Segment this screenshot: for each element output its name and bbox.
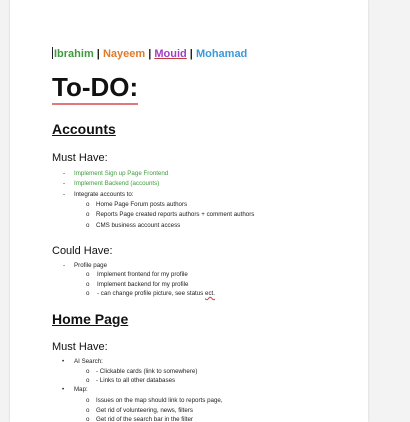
list-item: Integrate accounts to: — [74, 191, 134, 198]
list-marker: o — [86, 407, 90, 414]
list-marker: o — [86, 377, 90, 384]
section-heading-home-page: Home Page — [52, 311, 129, 327]
list-item-text: - can change profile picture, see status — [97, 290, 204, 297]
list-item: Get rid of volunteering, news, filters — [96, 407, 193, 414]
list-marker: • — [62, 358, 65, 365]
list-item: Implement backend for my profile — [97, 281, 189, 288]
list-item: CMS business account access — [96, 222, 181, 229]
list-item: Home Page Forum posts authors — [96, 201, 188, 208]
author-separator: | — [96, 48, 100, 60]
list-item: Issues on the map should link to reports page, — [96, 397, 223, 404]
must-have-heading: Must Have: — [52, 341, 108, 353]
list-item: Map: — [74, 386, 88, 393]
list-marker: o — [86, 416, 90, 422]
author-name: Mouid — [154, 48, 187, 60]
author-line — [52, 47, 247, 60]
list-marker: o — [86, 271, 90, 278]
author-separator: | — [189, 48, 193, 60]
list-marker: o — [86, 281, 90, 288]
list-marker: - — [63, 170, 66, 177]
list-marker: o — [86, 201, 90, 208]
list-item: - Clickable cards (link to somewhere) — [96, 368, 198, 375]
list-marker: o — [86, 397, 90, 404]
author-name: Ibrahim — [54, 48, 94, 60]
list-item: Implement Backend (accounts) — [74, 180, 160, 187]
author-separator: | — [148, 48, 152, 60]
list-marker: - — [63, 180, 66, 187]
must-have-heading: Must Have: — [52, 152, 108, 164]
list-marker: o — [86, 211, 90, 218]
list-item: Implement Sign up Page Frontend — [74, 170, 169, 177]
list-item: - Links to all other databases — [96, 377, 176, 384]
list-marker: - — [63, 262, 66, 269]
spellcheck-word: ect. — [205, 290, 215, 297]
list-item: AI Search: — [74, 358, 103, 365]
list-item — [97, 290, 215, 297]
document-page — [10, 0, 368, 422]
list-item: Profile page — [74, 262, 108, 269]
list-marker: o — [86, 222, 90, 229]
list-item: Implement frontend for my profile — [97, 271, 188, 278]
section-heading-accounts: Accounts — [52, 121, 116, 137]
list-marker: o — [86, 368, 90, 375]
document-title: To-DO: — [52, 73, 138, 105]
list-item: Get rid of the search bar in the filter — [96, 416, 193, 422]
text-cursor — [52, 47, 53, 59]
list-marker: • — [62, 386, 65, 393]
list-marker: - — [63, 191, 66, 198]
list-item: Reports Page created reports authors + comment authors — [96, 211, 255, 218]
could-have-heading: Could Have: — [52, 245, 113, 257]
list-marker: o — [86, 290, 90, 297]
author-name: Nayeem — [102, 48, 146, 60]
author-name: Mohamad — [195, 48, 248, 60]
